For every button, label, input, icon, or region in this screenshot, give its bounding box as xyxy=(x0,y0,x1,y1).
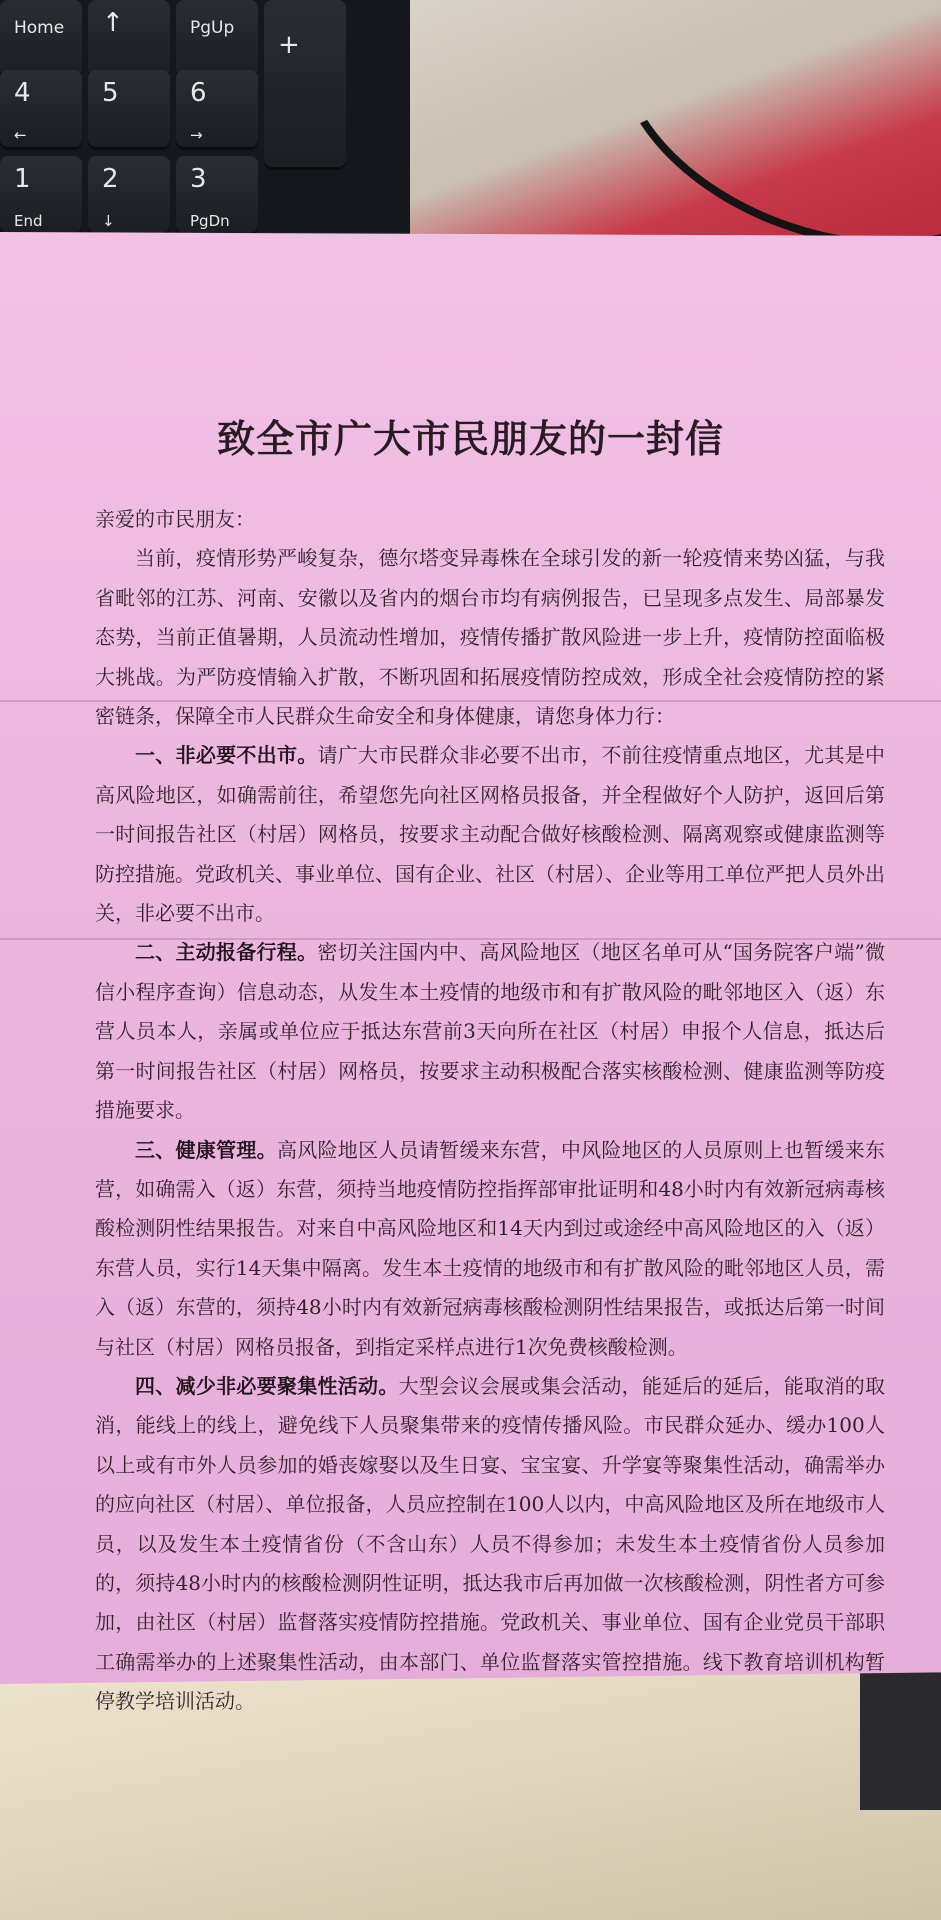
letter-section xyxy=(95,1131,885,1367)
key-label: ↑ xyxy=(102,8,124,38)
key-3 xyxy=(176,156,258,236)
key-label: + xyxy=(278,30,300,60)
keyboard xyxy=(0,0,410,232)
key-1 xyxy=(0,156,82,236)
key-sublabel: ← xyxy=(14,126,27,144)
letter-body xyxy=(95,500,885,1722)
up-arrow-key xyxy=(88,0,170,80)
key-label: 3 xyxy=(190,164,207,194)
key-sublabel: PgDn xyxy=(190,212,230,230)
key-label: 1 xyxy=(14,164,31,194)
letter-section xyxy=(95,1367,885,1722)
key-sublabel: ↓ xyxy=(102,212,115,230)
key-label: Home xyxy=(14,18,65,38)
key-6 xyxy=(176,70,258,150)
key-label: PgUp xyxy=(190,18,235,38)
key-label: 4 xyxy=(14,78,31,108)
letter-section xyxy=(95,736,885,933)
plus-key xyxy=(264,0,346,170)
section-text: 高风险地区人员请暂缓来东营，中风险地区的人员原则上也暂缓来东营，如确需入（返）东营，须持当地疫情防控指挥部审批证明和48小时内有效新冠病毒核酸检测阴性结果报告。对来自中高风险地区和14天内到过或途经中高风险地区的入（返）东营人员，实行14天集中隔离。发生本土疫情的地级市和有扩散风险的毗邻地区人员，需入（返）东营的，须持48小时内有效新冠病毒核酸检测阴性结果报告，或抵达后第一时间与社区（村居）网格员报备，到指定采样点进行1次免费核酸检测。 xyxy=(95,1137,886,1359)
key-2 xyxy=(88,156,170,236)
key-sublabel: → xyxy=(190,126,203,144)
key-4 xyxy=(0,70,82,150)
section-heading: 二、主动报备行程。 xyxy=(135,940,318,965)
key-label: 5 xyxy=(102,78,119,108)
section-heading: 三、健康管理。 xyxy=(135,1137,277,1162)
letter-greeting: 亲爱的市民朋友： xyxy=(95,507,255,531)
letter-title: 致全市广大市民朋友的一封信 xyxy=(216,416,724,461)
section-text: 请广大市民群众非必要不出市，不前往疫情重点地区，尤其是中高风险地区，如确需前往，希望您先向社区网格员报备，并全程做好个人防护，返回后第一时间报告社区（村居）网格员，按要求主动配合做好核酸检测、隔离观察或健康监测等防控措施。党政机关、事业单位、国有企业、社区（村居）、企业等用工单位严把人员外出关，非必要不出市。 xyxy=(95,743,885,926)
section-text: 大型会议会展或集会活动，能延后的延后，能取消的取消，能线上的线上，避免线下人员聚集带来的疫情传播风险。市民群众延办、缓办100人以上或有市外人员参加的婚丧嫁娶以及生日宴、宝宝宴、升学宴等聚集性活动，确需举办的应向社区（村居）、单位报备，人员应控制在100人以内，中高风险地区及所在地级市人员，以及发生本土疫情省份（不含山东）人员不得参加；未发生本土疫情省份人员参加的，须持48小时内的核酸检测阴性证明，抵达我市后再加做一次核酸检测，阴性者方可参加，由社区（村居）监督落实疫情防控措施。党政机关、事业单位、国有企业党员干部职工确需举办的上述聚集性活动，由本部门、单位监督落实管控措施。线下教育培训机构暂停教学培训活动。 xyxy=(95,1373,886,1714)
key-label: 2 xyxy=(102,164,119,194)
section-heading: 四、减少非必要聚集性活动。 xyxy=(135,1373,399,1398)
key-label: 6 xyxy=(190,78,207,108)
section-heading: 一、非必要不出市。 xyxy=(135,743,318,768)
key-sublabel: End xyxy=(14,212,43,230)
letter-section xyxy=(95,933,885,1130)
pgup-key xyxy=(176,0,258,80)
section-text: 密切关注国内中、高风险地区（地区名单可从“国务院客户端”微信小程序查询）信息动态，从发生本土疫情的地级市和有扩散风险的毗邻地区入（返）东营人员本人，亲属或单位应于抵达东营前3天向所在社区（村居）申报个人信息，抵达后第一时间报告社区（村居）网格员，按要求主动积极配合落实核酸检测、健康监测等防疫措施要求。 xyxy=(95,940,886,1123)
key-5 xyxy=(88,70,170,150)
letter-intro: 当前，疫情形势严峻复杂，德尔塔变异毒株在全球引发的新一轮疫情来势凶猛，与我省毗邻的江苏、河南、安徽以及省内的烟台市均有病例报告，已呈现多点发生、局部暴发态势，当前正值暑期，人员流动性增加，疫情传播扩散风险进一步上升，疫情防控面临极大挑战。为严防疫情输入扩散，不断巩固和拓展疫情防控成效，形成全社会疫情防控的紧密链条，保障全市人民群众生命安全和身体健康，请您身体力行： xyxy=(95,546,885,729)
home-key xyxy=(0,0,82,80)
